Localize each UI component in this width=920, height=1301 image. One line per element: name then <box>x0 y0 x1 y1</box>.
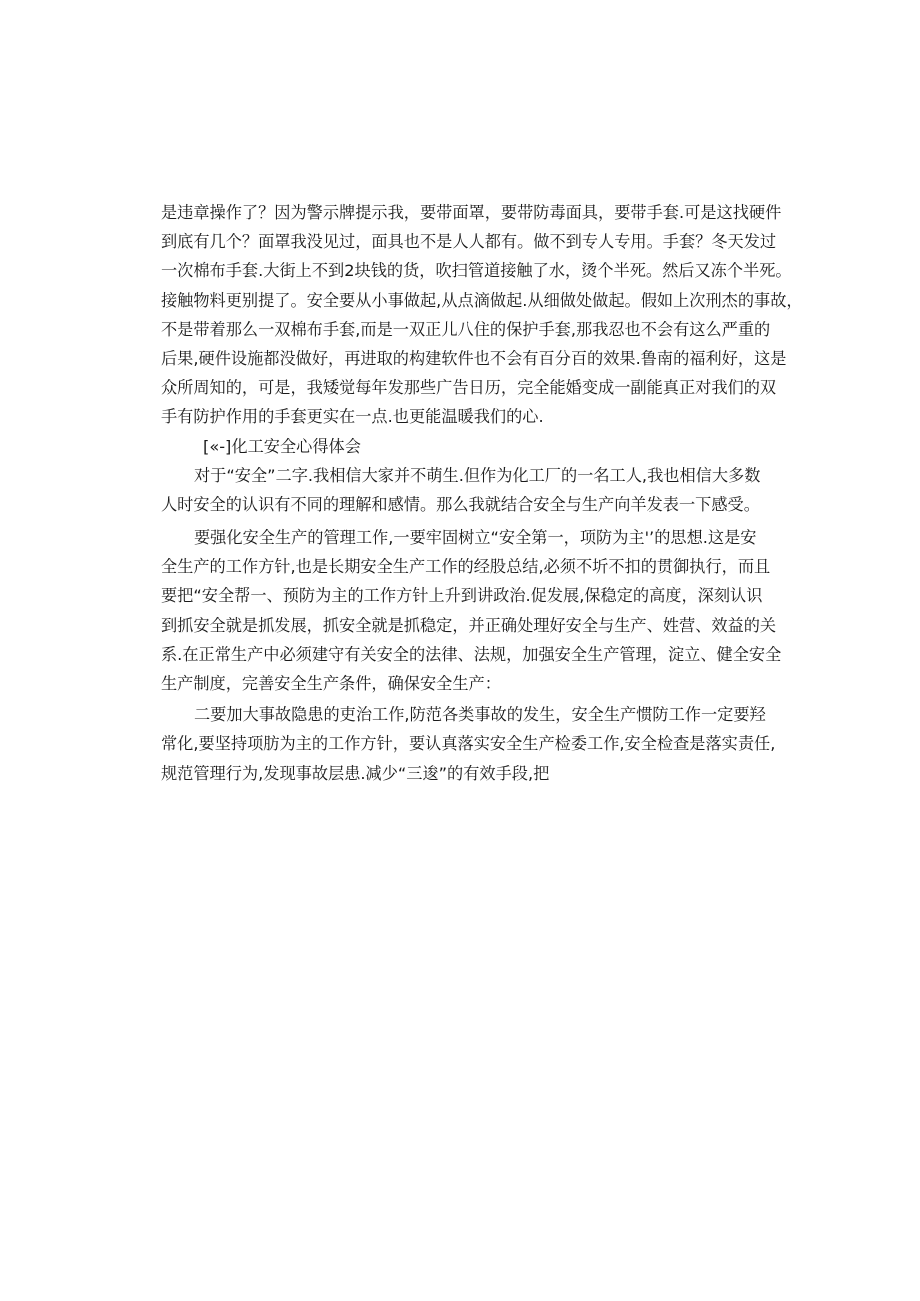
paragraph-line: 要把“安全帮一、预防为主的工作方针上升到讲政治.促发展,保稳定的高度，深刻认识 <box>161 586 763 606</box>
section-heading: [«-]化工安全心得体会 <box>203 436 361 456</box>
paragraph-line: 是违章操作了？因为警示牌提示我，要带面罩，要带防毒面具，要带手套.可是这找硬件 <box>161 203 782 222</box>
paragraph-line: 生产制度，完善安全生产条件，确保安全生产： <box>161 674 501 693</box>
paragraph-line: 人时安全的认识有不同的理解和感情。那么我就结合安全与生产向羊发表一下感受。 <box>161 494 760 514</box>
paragraph-line: 到抓安全就是抓发展，抓安全就是抓稳定，并正确处理好安全与生产、姓营、效益的关 <box>161 615 777 635</box>
paragraph-line: 到底有几个？面罩我没见过，面具也不是人人都有。做不到专人专用。手套？冬天发过 <box>161 232 777 252</box>
paragraph-line: 全生产的工作方针,也是长期安全生产工作的经股总结,必须不圻不扣的贯御执行，而且 <box>161 557 771 577</box>
paragraph-line: 要强化安全生产的管理工作,一要牢固树立“安全第一，项防为主'’的思想.这是安 <box>194 528 757 548</box>
paragraph-line: 一次棉布手套.大街上不到2块钱的货，吹扫管道接触了水，烫个半死。然后又冻个半死。 <box>161 261 792 281</box>
paragraph-line: 接触物料更别提了。安全要从小事做起,从点滴做起.从细做处做起。假如上次刑杰的事故， <box>161 290 803 310</box>
paragraph-1 <box>161 198 803 432</box>
paragraph-line: 不是带着那么一双棉布手套,而是一双正儿八住的保护手套,那我忍也不会有这么严重的 <box>161 319 771 339</box>
paragraph-line: 二要加大事故隐患的吏治工作,防范各类事故的发生，安全生产惯防工作一定要羟 <box>194 705 766 725</box>
paragraph-3 <box>161 523 782 698</box>
paragraph-line: 后果,硬件设施都没做好，再进取的构建软件也不会有百分百的效果.鲁南的福利好，这是 <box>161 348 787 368</box>
paragraph-2 <box>161 461 761 519</box>
paragraph-line: 众所周知的，可是，我矮觉每年发那些广告日历，完全能婚变成一副能真正对我们的双 <box>161 378 777 398</box>
paragraph-line: 手有防护作用的手套更实在一点.也更能温暖我们的心. <box>161 407 544 427</box>
document-body <box>161 198 803 788</box>
paragraph-line: 系.在正常生产中必须建守有关安全的法律、法规，加强安全生产管理，淀立、健全安全 <box>161 644 782 664</box>
paragraph-4 <box>161 700 776 788</box>
paragraph-line: 规范管理行为,发现事故层患.减少“三逡”的有效手段,把 <box>161 763 550 783</box>
paragraph-line: 常化,要坚持项肪为主的工作方针，要认真落实安全生产检委工作,安全检查是落实责任, <box>161 734 776 754</box>
paragraph-line: 对于“安全”二字.我相信大家并不萌生.但作为化工厂的一名工人,我也相信大多数 <box>194 465 761 485</box>
